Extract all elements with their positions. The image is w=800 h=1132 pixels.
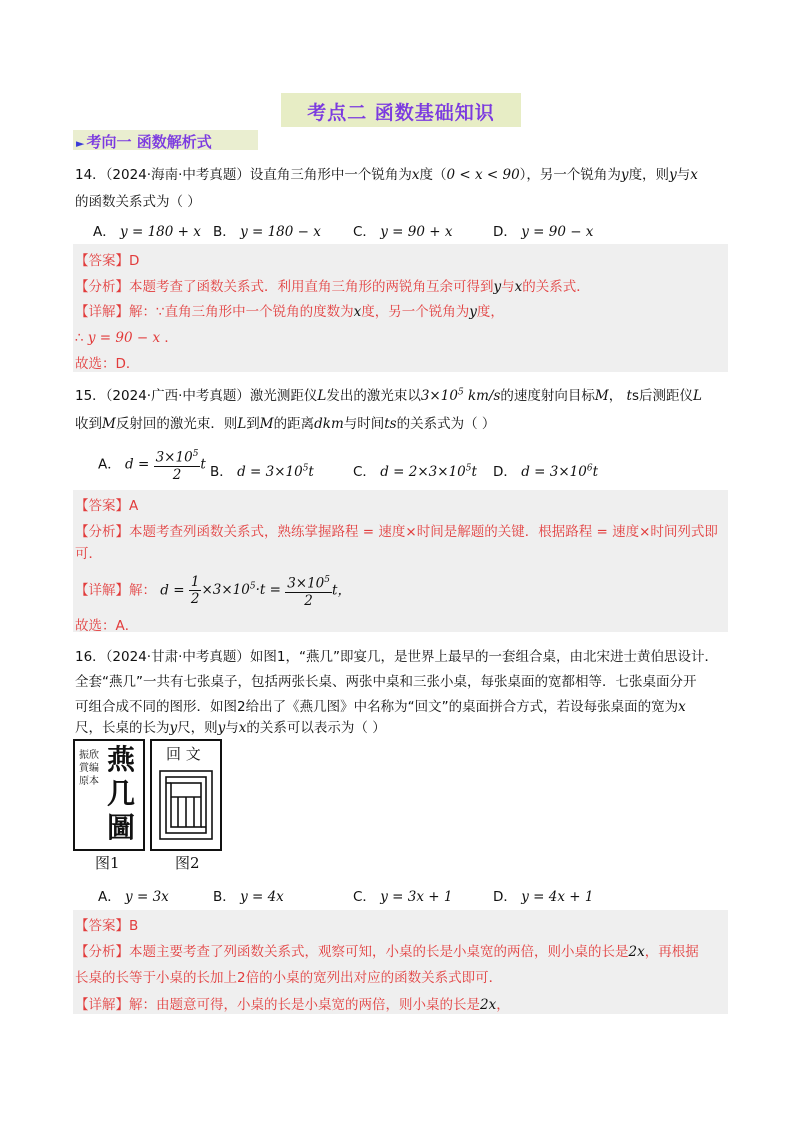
- q15-analysis-line2: 可．: [75, 546, 102, 562]
- exponent: 5: [249, 581, 256, 592]
- option-expr: y = 3x: [125, 889, 169, 905]
- math-var: t: [592, 464, 598, 480]
- q14-line1: [75, 163, 698, 183]
- huiwen-table-layout: [156, 767, 216, 843]
- figure-2-caption: 图2: [175, 854, 200, 872]
- q14-option-c: [353, 220, 452, 240]
- page-title: 考点二 函数基础知识: [307, 102, 495, 124]
- math-var: t: [308, 464, 314, 480]
- therefore-symbol: ∴: [75, 330, 84, 346]
- math-var: x: [238, 720, 247, 736]
- exponent: 5: [457, 387, 464, 398]
- q16-analysis-line1: [75, 940, 699, 960]
- math-var: L: [317, 388, 327, 404]
- detail-text: 【详解】解：: [75, 582, 156, 599]
- q14-text: 度，则: [628, 167, 670, 183]
- q15-option-b: [210, 460, 314, 480]
- figure-2-image: [150, 739, 222, 851]
- fraction: [189, 574, 202, 607]
- q15-answer: 【答案】A: [75, 498, 139, 514]
- q16-analysis-line2: 长桌的长等于小桌的长加上2倍的小桌的宽列出对应的函数关系式即可．: [75, 970, 503, 986]
- expr-base: d = 3×10: [521, 464, 587, 480]
- section-heading: [76, 131, 212, 152]
- exponent: 5: [324, 575, 331, 585]
- math-expr: 2x: [480, 997, 497, 1013]
- math-var: x: [514, 279, 523, 295]
- math-expr: [201, 582, 280, 598]
- q14-text: 的函数关系式为（ ）: [75, 194, 201, 210]
- q14-option-a: [93, 220, 201, 240]
- section-label: 考向一 函数解析式: [86, 133, 212, 151]
- q16-option-b: [213, 885, 284, 905]
- q14-analysis: [75, 275, 590, 295]
- triangle-arrow-icon: ►: [76, 137, 85, 150]
- math-var: y: [169, 720, 178, 736]
- q14-text: 14．（2024·海南·中考真题）设直角三角形中一个锐角为: [75, 167, 412, 183]
- math-expr: d =: [125, 456, 150, 473]
- q15-text: ，: [608, 388, 623, 404]
- numerator: 1: [190, 573, 200, 590]
- math-var: M: [594, 388, 609, 404]
- q15-text: 的速度射向目标: [500, 388, 595, 404]
- math-var: x: [411, 167, 420, 183]
- title-banner: [281, 93, 521, 127]
- option-label: A．: [98, 889, 121, 905]
- exponent: 5: [302, 463, 309, 474]
- numerator: [154, 446, 201, 467]
- math-var: t: [471, 464, 477, 480]
- option-label: D．: [493, 224, 517, 240]
- figure-1-calligraphy: 燕几圖: [107, 743, 136, 844]
- q15-detail: [75, 572, 351, 609]
- speed-value: 3×10: [420, 388, 458, 404]
- option-expr: y = 90 + x: [380, 224, 453, 240]
- q14-text: 度（: [419, 167, 447, 183]
- q16-line4: [75, 716, 386, 736]
- math-expr: d =: [160, 582, 185, 599]
- figure-1-caption: 图1: [95, 854, 120, 872]
- q15-text: 收到: [75, 416, 102, 432]
- q14-option-d: [493, 220, 593, 240]
- math-var: L: [237, 416, 247, 432]
- q15-line2: [75, 412, 495, 432]
- analysis-text: 的关系式．: [522, 279, 590, 295]
- option-expr: y = 180 + x: [120, 224, 201, 240]
- q16-text: 尺，则: [177, 720, 218, 736]
- detail-text: 【详解】解：由题意可得，小桌的长是小桌宽的两倍，则小桌的长是: [75, 997, 480, 1013]
- math-var: t: [626, 388, 632, 404]
- analysis-text: 【分析】本题考查了函数关系式．利用直角三角形的两锐角互余可得到: [75, 279, 494, 295]
- q15-option-a: [98, 446, 206, 483]
- analysis-text: ，再根据: [644, 944, 699, 960]
- math-var: y: [620, 167, 629, 183]
- num-value: 3×10: [287, 575, 325, 592]
- option-label: B．: [213, 224, 236, 240]
- q15-text: 反射回的激光束．则: [115, 416, 238, 432]
- math-expr: [521, 464, 598, 480]
- option-label: C．: [353, 464, 376, 480]
- fraction: [285, 572, 332, 609]
- q15-text: s后测距仪: [631, 388, 694, 404]
- option-expr: y = 3x + 1: [380, 889, 453, 905]
- q14-answer: 【答案】D: [75, 253, 140, 269]
- q16-detail: [75, 993, 510, 1013]
- exponent: 5: [465, 463, 472, 474]
- q15-option-d: [493, 460, 598, 480]
- denominator: 2: [190, 590, 200, 607]
- q14-choose: 故选：D．: [75, 356, 140, 372]
- q15-text: 与时间: [343, 416, 385, 432]
- math-var: y: [493, 279, 502, 295]
- q16-line3: [75, 695, 686, 715]
- fraction: [154, 446, 201, 483]
- math-range: 0 < x < 90: [446, 167, 520, 183]
- math-expr: 2x: [628, 944, 645, 960]
- math-var: x: [353, 304, 362, 320]
- option-label: C．: [353, 224, 376, 240]
- q15-text: 到: [246, 416, 260, 432]
- expr-base: d = 2×3×10: [380, 464, 466, 480]
- detail-text: ，: [496, 997, 510, 1013]
- q14-option-b: [213, 220, 321, 240]
- math-var: M: [259, 416, 274, 432]
- expr-mid: ×3×10: [201, 582, 250, 599]
- q16-option-d: [493, 885, 593, 905]
- denominator: 2: [172, 466, 182, 483]
- math-var: t: [200, 456, 206, 473]
- option-label: A．: [98, 456, 121, 473]
- q15-option-c: [353, 460, 477, 480]
- detail-text: 【详解】解：∵直角三角形中一个锐角的度数为: [75, 304, 354, 320]
- option-label: B．: [213, 889, 236, 905]
- q16-text: 尺，长桌的长为: [75, 720, 170, 736]
- option-expr: y = 180 − x: [240, 224, 321, 240]
- num-value: 3×10: [155, 449, 193, 466]
- analysis-text: 【分析】本题主要考查了列函数关系式，观察可知，小桌的长是小桌宽的两倍，则小桌的长是: [75, 944, 629, 960]
- q15-choose: 故选：A．: [75, 618, 139, 634]
- q14-text: 与: [676, 167, 691, 183]
- option-expr: y = 90 − x: [521, 224, 594, 240]
- detail-text: ．: [164, 330, 178, 346]
- detail-text: 度，另一个锐角为: [361, 304, 470, 320]
- q15-text: 的距离: [273, 416, 315, 432]
- option-label: A．: [93, 224, 116, 240]
- math-expr: y = 90 − x: [87, 330, 161, 346]
- q14-text: ），另一个锐角为: [519, 167, 621, 183]
- math-var: y: [217, 720, 226, 736]
- math-expr: [380, 464, 477, 480]
- math-expr: [421, 388, 501, 404]
- q14-detail: [75, 300, 504, 320]
- q16-answer: 【答案】B: [75, 918, 139, 934]
- q15-solution-box: [73, 490, 728, 632]
- option-expr: y = 4x: [240, 889, 284, 905]
- q15-analysis-line1: 【分析】本题考查列函数关系式，熟练掌握路程 = 速度×时间是解题的关键．根据路程 = 速度×时间列式即: [75, 524, 718, 540]
- q16-text: 可组合成不同的图形．如图2给出了《燕几图》中名称为“回文”的桌面拼合方式，若设每张桌面的宽为: [75, 699, 679, 715]
- option-label: C．: [353, 889, 376, 905]
- math-var: ts: [384, 416, 397, 432]
- analysis-text: 与: [501, 279, 515, 295]
- option-expr: y = 4x + 1: [521, 889, 594, 905]
- q16-option-a: [98, 885, 169, 905]
- figure-1-small-text: 振欣賞编原本: [79, 750, 99, 787]
- math-expr: [237, 464, 314, 480]
- math-var: dkm: [314, 416, 344, 432]
- expr-mid: ·t =: [255, 582, 281, 599]
- q15-line1: [75, 384, 702, 404]
- q15-text: 的关系式为（ ）: [396, 416, 496, 432]
- figure-2-title: 回 文: [166, 745, 201, 763]
- exponent: 5: [192, 449, 199, 459]
- math-var: y: [469, 304, 477, 320]
- numerator: [285, 572, 332, 593]
- q15-text: 发出的激光束以: [326, 388, 421, 404]
- q16-option-c: [353, 885, 452, 905]
- expr-base: d = 3×10: [237, 464, 303, 480]
- q16-text: 的关系可以表示为（ ）: [246, 720, 386, 736]
- math-var: M: [102, 416, 116, 432]
- option-label: D．: [493, 464, 517, 480]
- q16-line1: 16．（2024·甘肃·中考真题）如图1，“燕几”即宴几，是世界上最早的一套组合桌，由北宋进士黄伯思设计．: [75, 649, 718, 665]
- exponent: 6: [586, 463, 593, 474]
- q16-text: 与: [225, 720, 239, 736]
- denominator: 2: [304, 592, 313, 609]
- math-expr: t，: [332, 582, 351, 599]
- q16-line2: 全套“燕几”一共有七张桌子，包括两张长桌、两张中桌和三张小桌，每张桌面的宽都相等．七张桌面分开: [75, 674, 697, 690]
- math-var: x: [690, 167, 698, 183]
- figure-1-image: [73, 739, 145, 851]
- q15-text: 15．（2024·广西·中考真题）激光测距仪: [75, 388, 318, 404]
- option-label: B．: [210, 464, 233, 480]
- q14-therefore: [75, 326, 178, 346]
- q14-line2: [75, 190, 201, 210]
- option-label: D．: [493, 889, 517, 905]
- math-var: y: [669, 167, 677, 183]
- math-var: L: [693, 388, 702, 404]
- math-var: x: [678, 699, 686, 715]
- speed-unit: km/s: [463, 388, 501, 404]
- detail-text: 度，: [476, 304, 504, 320]
